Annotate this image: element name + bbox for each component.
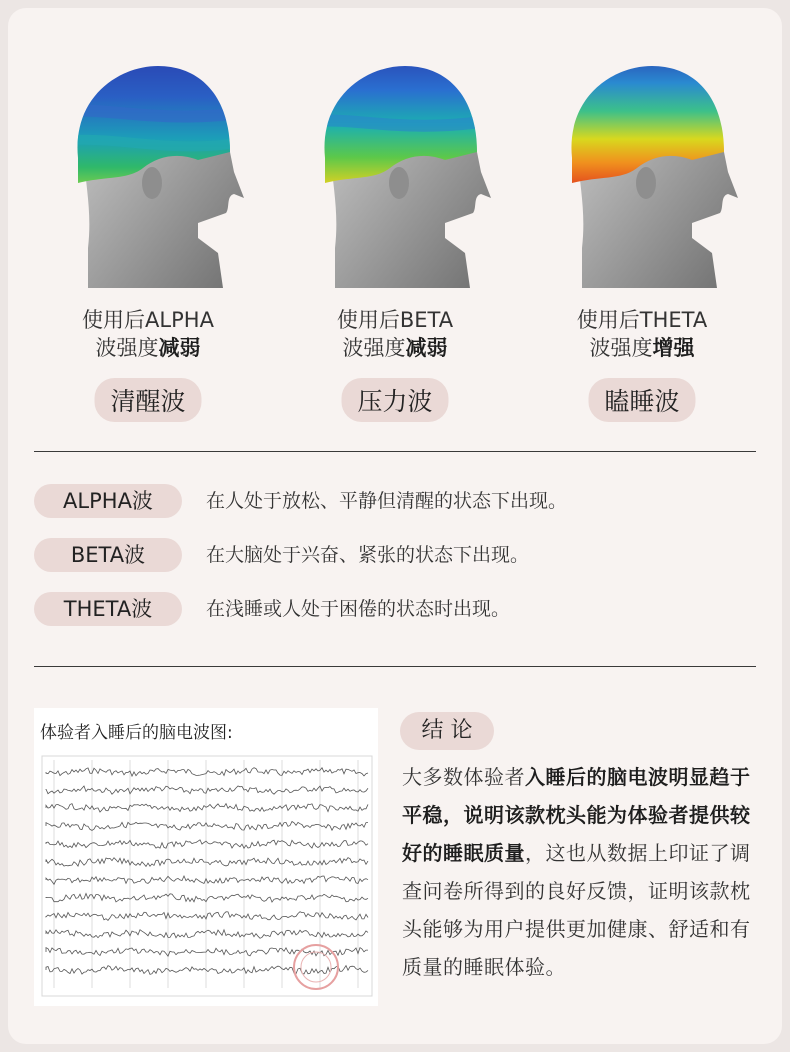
eeg-title: 体验者入睡后的脑电波图: (40, 723, 233, 743)
divider-top (34, 451, 756, 452)
page-card (8, 8, 782, 1044)
heads-row (8, 8, 782, 448)
wave-pill-stress: 压力波 (341, 378, 448, 422)
definition-row-theta (34, 592, 756, 626)
definition-text: 在浅睡或人处于困倦的状态时出现。 (206, 598, 511, 620)
head-theta-illustration (542, 48, 742, 288)
head-caption-line1: 使用后THETA (576, 308, 708, 332)
head-beta-illustration (295, 48, 495, 288)
head-caption-line2: 波强度增强 (589, 336, 695, 360)
wave-pill-awake: 清醒波 (94, 378, 201, 422)
head-caption-line2: 波强度减弱 (95, 336, 201, 360)
divider-bottom (34, 666, 756, 667)
definition-tag: BETA波 (34, 538, 182, 572)
eeg-figure (34, 708, 378, 1006)
head-caption-line2: 波强度减弱 (342, 336, 448, 360)
definition-tag: THETA波 (34, 592, 182, 626)
head-caption-line1: 使用后BETA (336, 308, 454, 332)
eeg-trace-image (34, 752, 378, 1002)
definition-text: 在人处于放松、平静但清醒的状态下出现。 (206, 490, 568, 512)
head-card-theta (532, 48, 752, 416)
conclusion-tag: 结 论 (400, 712, 494, 750)
head-card-alpha (38, 48, 258, 416)
conclusion-body: 大多数体验者入睡后的脑电波明显趋于平稳，说明该款枕头能为体验者提供较好的睡眠质量，这也从数据上印证了调查问卷所得到的良好反馈，证明该款枕头能够为用户提供更加健康、舒适和有质量的睡眠体验。 (402, 765, 751, 979)
head-caption-line1: 使用后ALPHA (82, 308, 214, 332)
wave-pill-sleepy: 瞌睡波 (588, 378, 695, 422)
definition-row-beta (34, 538, 756, 572)
head-card-beta (285, 48, 505, 416)
head-alpha-illustration (48, 48, 248, 288)
definition-tag: ALPHA波 (34, 484, 182, 518)
definition-text: 在大脑处于兴奋、紧张的状态下出现。 (206, 544, 530, 566)
definition-row-alpha (34, 484, 756, 518)
